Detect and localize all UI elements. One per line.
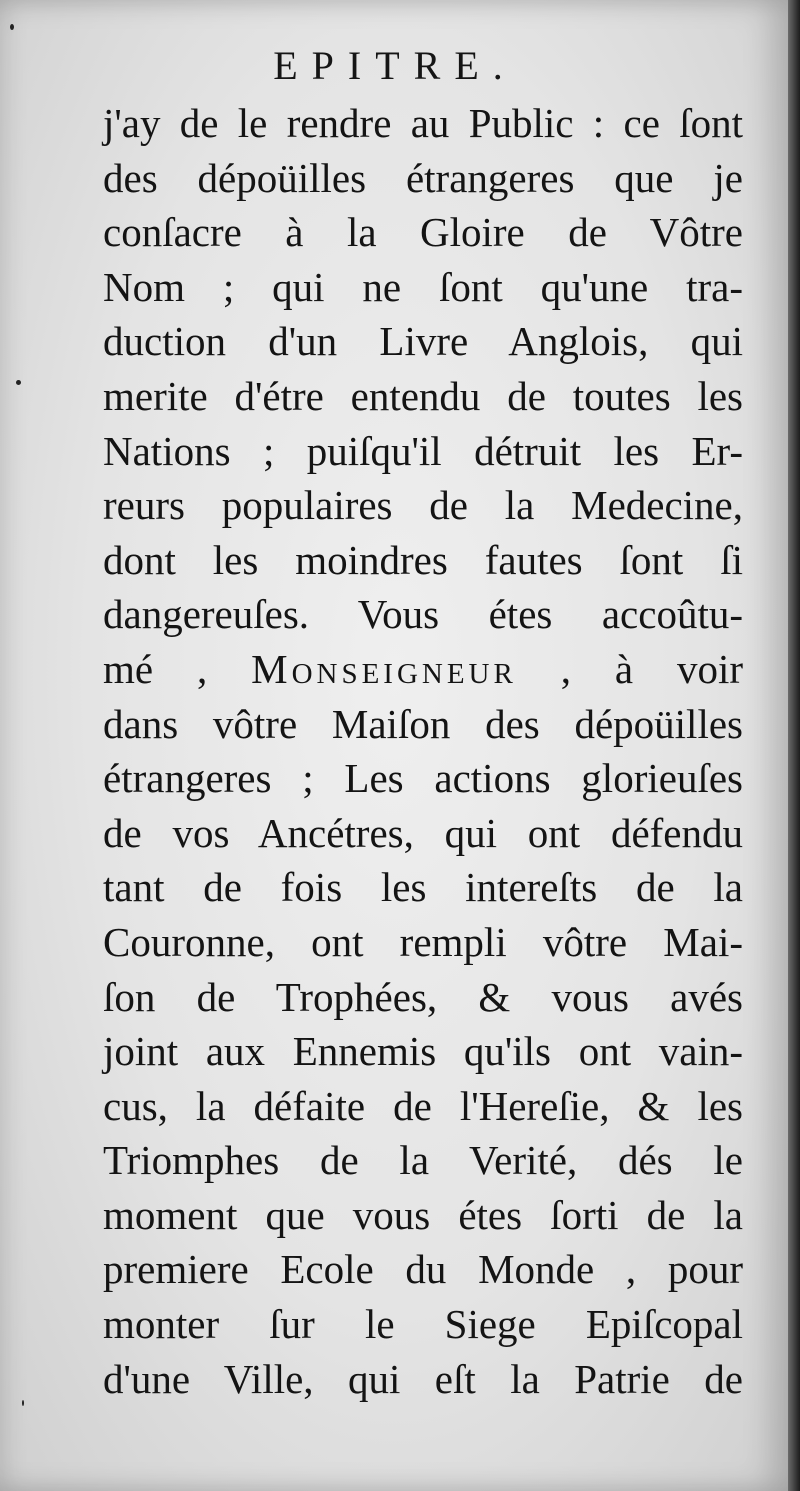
ink-speck [22,1400,24,1406]
text-line: duction d'un Livre Anglois, qui [103,318,743,365]
text-line: étrangeres ; Les actions glorieuſes [103,755,743,802]
text-line: de vos Ancétres, qui ont défendu [103,809,743,856]
text-line: premiere Ecole du Monde , pour [103,1246,743,1293]
ink-speck [10,24,14,30]
salutation-title: Monseigneur [251,645,517,692]
salutation-after: , à voir [516,645,743,692]
text-line: d'une Ville, qui eſt la Patrie de [103,1355,743,1402]
salutation-before: mé , [103,645,252,692]
text-line: Triomphes de la Verité, dés le [103,1137,743,1184]
text-line: des dépoüilles étrangeres que je [103,154,743,201]
text-line: joint aux Ennemis qu'ils ont vain- [103,1028,743,1075]
text-line: Nations ; puiſqu'il détruit les Er- [103,427,743,474]
text-line: moment que vous étes ſorti de la [103,1191,743,1238]
text-line: monter ſur le Siege Epiſcopal [103,1301,743,1348]
body-text [103,96,743,1406]
text-line: reurs populaires de la Medecine, [103,482,743,529]
page-gutter-shadow [788,0,800,1491]
text-line: j'ay de le rendre au Public : ce ſont [103,100,743,146]
text-line: tant de fois les intereſts de la [103,864,743,911]
text-line: dont les moindres fautes ſont ſi [103,536,743,583]
text-line: merite d'étre entendu de toutes les [103,372,743,419]
text-line: dangereuſes. Vous étes accoûtu- [103,591,743,638]
text-line: Couronne, ont rempli vôtre Mai- [103,918,743,965]
running-title: EPITRE. [273,43,517,88]
text-line: cus, la défaite de l'Hereſie, & les [103,1082,743,1129]
salutation-line [103,642,743,697]
text-line: ſon de Trophées, & vous avés [103,973,743,1020]
text-line: conſacre à la Gloire de Vôtre [103,209,743,256]
ink-speck [16,380,21,385]
text-line: dans vôtre Maiſon des dépoüilles [103,700,743,747]
text-line: Nom ; qui ne ſont qu'une tra- [103,263,743,310]
